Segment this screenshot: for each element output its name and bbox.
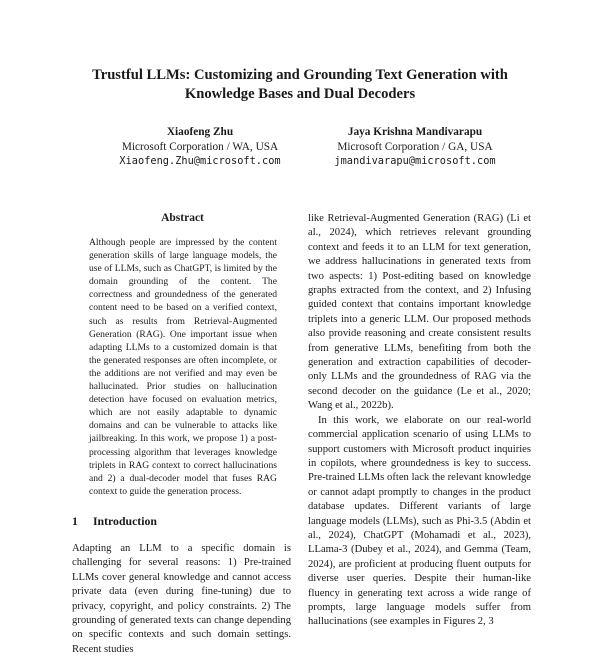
author-name: Jaya Krishna Mandivarapu (347, 126, 483, 138)
section-heading-introduction (72, 514, 157, 529)
abstract-heading: Abstract (161, 212, 204, 224)
author-name: Xiaofeng Zhu (166, 126, 234, 138)
title-line-1: Trustful LLMs: Customizing and Grounding Text Generation with (92, 67, 508, 83)
author-affiliation: Microsoft Corporation / GA, USA (337, 140, 493, 153)
title-line-2: Knowledge Bases and Dual Decoders (184, 86, 416, 102)
author-email: Xiaofeng.Zhu@microsoft.com (119, 155, 281, 167)
author-affiliation: Microsoft Corporation / WA, USA (121, 140, 279, 153)
author-block-2 (300, 125, 530, 169)
introduction-paragraph: In this work, we elaborate on our real-world commercial application scenario of using LLMs to support customers with Microsoft product inquiries in copilots, where groundedness is key to success. Pre-trained LLMs often lack the relevant knowledge or cannot adapt promptly to changes in the product database updates. Different variants of large language models (LLMs), such as Phi-3.5 (Abdin et al., 2024), ChatGPT (Mohamadi et al., 2023), LLama-3 (Dubey et al., 2024), and Gemma (Team, 2024), are proficient at producing fluent outputs for diverse user queries. Despite their human-like fluency in generating text across a wide range of prompts, large language models suffer from hallucinations (see examples in Figures 2, 3 (308, 414, 531, 628)
author-block-1 (100, 125, 300, 169)
author-email: jmandivarapu@microsoft.com (334, 155, 496, 167)
abstract-text: Although people are impressed by the content generation skills of large language models, the use of LLMs, such as ChatGPT, is limited by the domain grounding of the content. The correctness and groundedness of the generated content need to be based on a verified context, such as results from Retrieval-Augmented Generation (RAG). One important issue when adapting LLMs to a customized domain is that the generated responses are often incomplete, or the additions are not verified and may even be hallucinated. Prior studies on hallucination detection have focused on evaluation metrics, which are not easily adaptable to dynamic domains and can be vulnerable to attacks like jailbreaking. In this work, we propose 1) a post-processing algorithm that leverages knowledge triplets in RAG context to correct hallucinations and 2) a dual-decoder model that fuses RAG context to guide the generation process. (89, 237, 277, 497)
right-column (308, 212, 531, 630)
introduction-paragraph: like Retrieval-Augmented Generation (RAG) (Li et al., 2024), which retrieves relevant grounding context and feeds it to an LLM for text generation, we address hallucinations in generated texts from two aspects: 1) Post-editing based on knowledge graphs extracted from the context, and 2) Infusing guided context that contains important knowledge triplets into a generic LLM. Our proposed methods also provide reasoning and create consistent results from generative LLMs, benefiting from both the generation and extraction capabilities of decoder-only LLMs and the groundedness of RAG via the second decoder on the guidance (Le et al., 2020; Wang et al., 2022b). (308, 213, 531, 412)
introduction-left-text: Adapting an LLM to a specific domain is challenging for several reasons: 1) Pre-trained LLMs cover general knowledge and cannot access private data (even during fine-tuning) due to privacy, copyright, and policy constraints. 2) The grounding of generated texts can change depending on specific contexts and such domain settings. Recent studies (72, 543, 291, 655)
section-number: 1 (72, 514, 78, 528)
section-title: Introduction (92, 514, 157, 528)
paper-title (60, 66, 540, 104)
